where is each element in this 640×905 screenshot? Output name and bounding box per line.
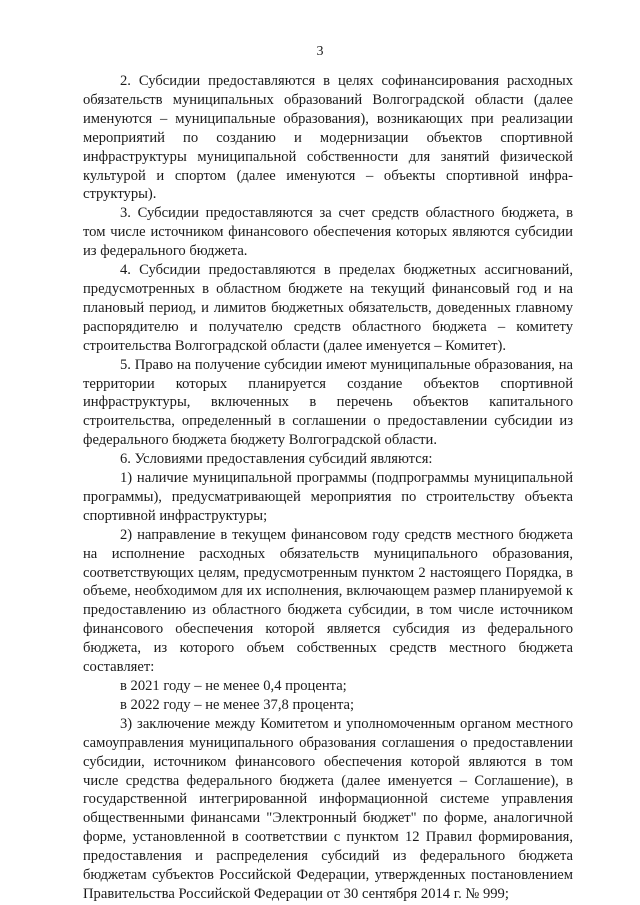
paragraph-4: 4. Субсидии предоставляются в пределах бюджетных ассигнований, предусмотренных в областном бюджете на текущий финансовый год и на плановый период, и лимитов бюджетных обязательств, доведенных главному распорядителю и получателю средств областного бюджета – комитету строительства Волгоградской области (далее именуется – Комитет). bbox=[83, 262, 573, 354]
page-number: 3 bbox=[316, 44, 324, 59]
share-2021: в 2021 году – не менее 0,4 процента; bbox=[120, 678, 347, 694]
paragraph-2: 2. Субсидии предоставляются в целях софинансирования расходных обязательств муниципальных образований Волгоградской области (далее именуются – муниципальные образования), возникающих при реализации мероприятий по созданию и модернизации объектов спортивной инфраструктуры муниципальной собственности для занятий физической культурой и спортом (далее именуются – объекты спортивной инфраструктуры). bbox=[83, 73, 573, 203]
paragraph-3: 3. Субсидии предоставляются за счет средств областного бюджета, в том числе источником финансового обеспечения которых являются субсидии из федерального бюджета. bbox=[83, 205, 573, 260]
condition-2: 2) направление в текущем финансовом году средств местного бюджета на исполнение расходных обязательств муниципального образования, соответствующих целям, предусмотренным пунктом 2 настоящего Порядка, в объеме, необходимом для их исполнения, включающем размер планируемой к предоставлению из областного бюджета субсидии, в том числе источником финансового обеспечения которой является субсидия из федерального бюджета, из которого объем собственных средств местного бюджета составляет: bbox=[83, 526, 573, 676]
share-2022: в 2022 году – не менее 37,8 процента; bbox=[120, 696, 355, 713]
paragraph-5: 5. Право на получение субсидии имеют муниципальные образования, на территории которых планируется создание объектов спортивной инфраструктуры, включенных в перечень объектов капитального строительства, определенный в соглашении о предоставлении субсидии из федерального бюджета бюджету Волгоградской области. bbox=[83, 356, 573, 449]
paragraph-6: 6. Условиями предоставления субсидий являются: bbox=[120, 451, 433, 468]
document-body bbox=[83, 72, 573, 904]
condition-1: 1) наличие муниципальной программы (подпрограммы муниципальной программы), предусматривающей мероприятия по строительству объекта спортивной инфраструктуры; bbox=[83, 470, 573, 524]
condition-3: 3) заключение между Комитетом и уполномоченным органом местного самоуправления муниципального образования соглашения о предоставлении субсидии, источником финансового обеспечения которой являются в том числе средства федерального бюджета (далее именуется – Соглашение), в государственной интегрированной информационной системе управления общественными финансами "Электронный бюджет" по форме, аналогичной форме, установленной в соответствии с пунктом 12 Правил формирования, предоставления и распределения субсидий из федерального бюджета бюджетам субъектов Российской Федерации, утвержденных постановлением Правительства Российской Федерации от 30 сентября 2014 г. № 999; bbox=[83, 715, 573, 902]
